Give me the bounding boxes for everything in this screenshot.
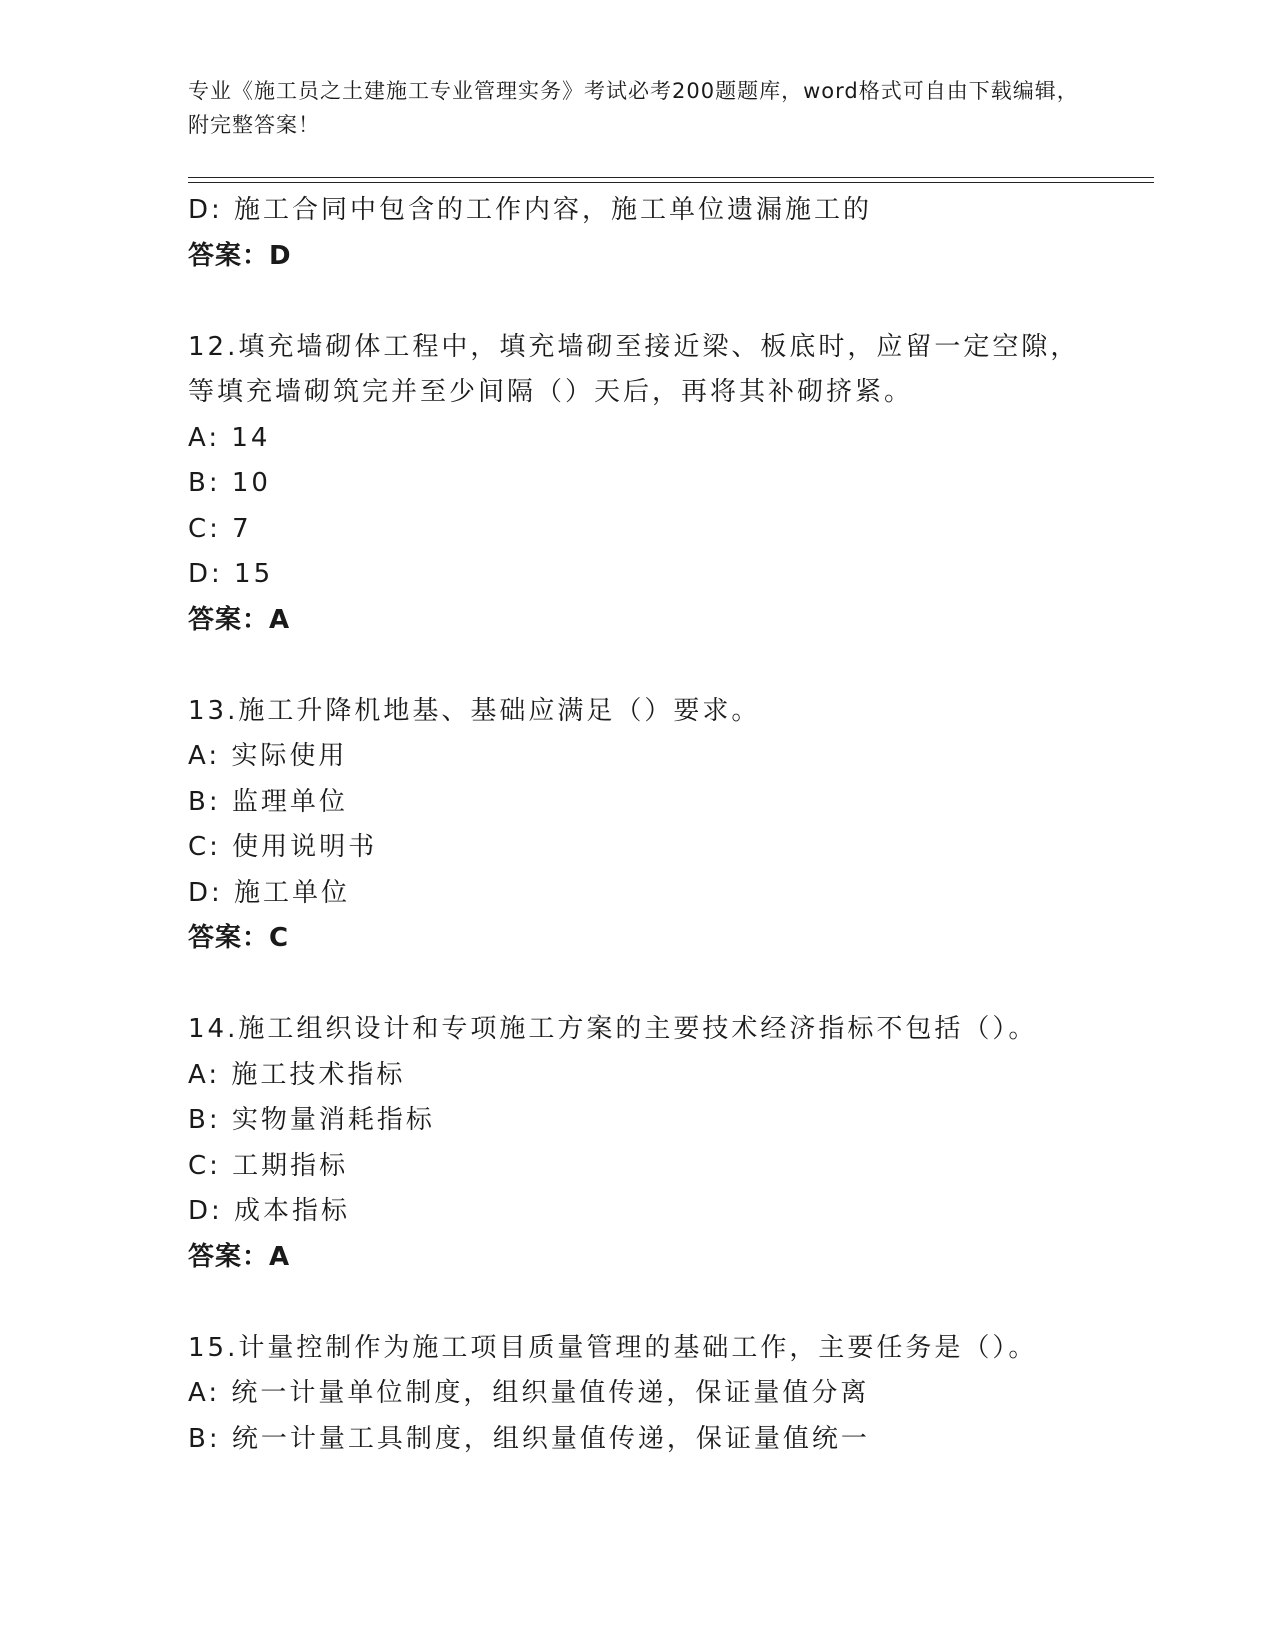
question-13-option-c: C: 使用说明书 bbox=[188, 832, 378, 862]
question-12-option-a: A: 14 bbox=[188, 422, 271, 453]
question-11-answer: 答案：D bbox=[188, 240, 292, 271]
question-14-option-d: D: 成本指标 bbox=[188, 1196, 351, 1226]
question-14-option-a: A: 施工技术指标 bbox=[188, 1059, 406, 1090]
question-12-option-b: B: 10 bbox=[188, 468, 271, 498]
header-rule-secondary bbox=[188, 182, 1154, 183]
spacer bbox=[188, 279, 1154, 325]
question-13-option-d: D: 施工单位 bbox=[188, 877, 351, 908]
question-12-stem-cont: 等填充墙砌筑完并至少间隔（）天后，再将其补砌挤紧。 bbox=[188, 377, 914, 407]
question-13-option-b: B: 监理单位 bbox=[188, 786, 348, 817]
question-14-answer: 答案：A bbox=[188, 1241, 291, 1272]
question-14-stem: 14.施工组织设计和专项施工方案的主要技术经济指标不包括（）。 bbox=[188, 1014, 1038, 1044]
document-header: 专业《施工员之土建施工专业管理实务》考试必考200题题库，word格式可自由下载编辑，附完整答案！ bbox=[188, 79, 1079, 137]
question-12-option-d: D: 15 bbox=[188, 559, 274, 589]
question-15-stem: 15.计量控制作为施工项目质量管理的基础工作，主要任务是（）。 bbox=[188, 1332, 1038, 1363]
header-rule bbox=[188, 177, 1154, 178]
question-15-option-a: A: 统一计量单位制度，组织量值传递，保证量值分离 bbox=[188, 1378, 870, 1408]
question-11-option-d: D: 施工合同中包含的工作内容，施工单位遗漏施工的 bbox=[188, 195, 873, 225]
question-15-option-b: B: 统一计量工具制度，组织量值传递，保证量值统一 bbox=[188, 1423, 870, 1454]
question-14-option-b: B: 实物量消耗指标 bbox=[188, 1105, 435, 1135]
document-body bbox=[188, 188, 1154, 1462]
spacer bbox=[188, 1280, 1154, 1326]
question-12-stem: 12.填充墙砌体工程中，填充墙砌至接近梁、板底时，应留一定空隙， bbox=[188, 331, 1080, 362]
question-12-option-c: C: 7 bbox=[188, 513, 252, 544]
question-13-option-a: A: 实际使用 bbox=[188, 741, 348, 771]
question-13-answer: 答案：C bbox=[188, 923, 290, 953]
question-12-answer: 答案：A bbox=[188, 604, 291, 635]
question-14-option-c: C: 工期指标 bbox=[188, 1150, 349, 1181]
question-13-stem: 13.施工升降机地基、基础应满足（）要求。 bbox=[188, 695, 761, 726]
spacer bbox=[188, 643, 1154, 689]
spacer bbox=[188, 962, 1154, 1008]
